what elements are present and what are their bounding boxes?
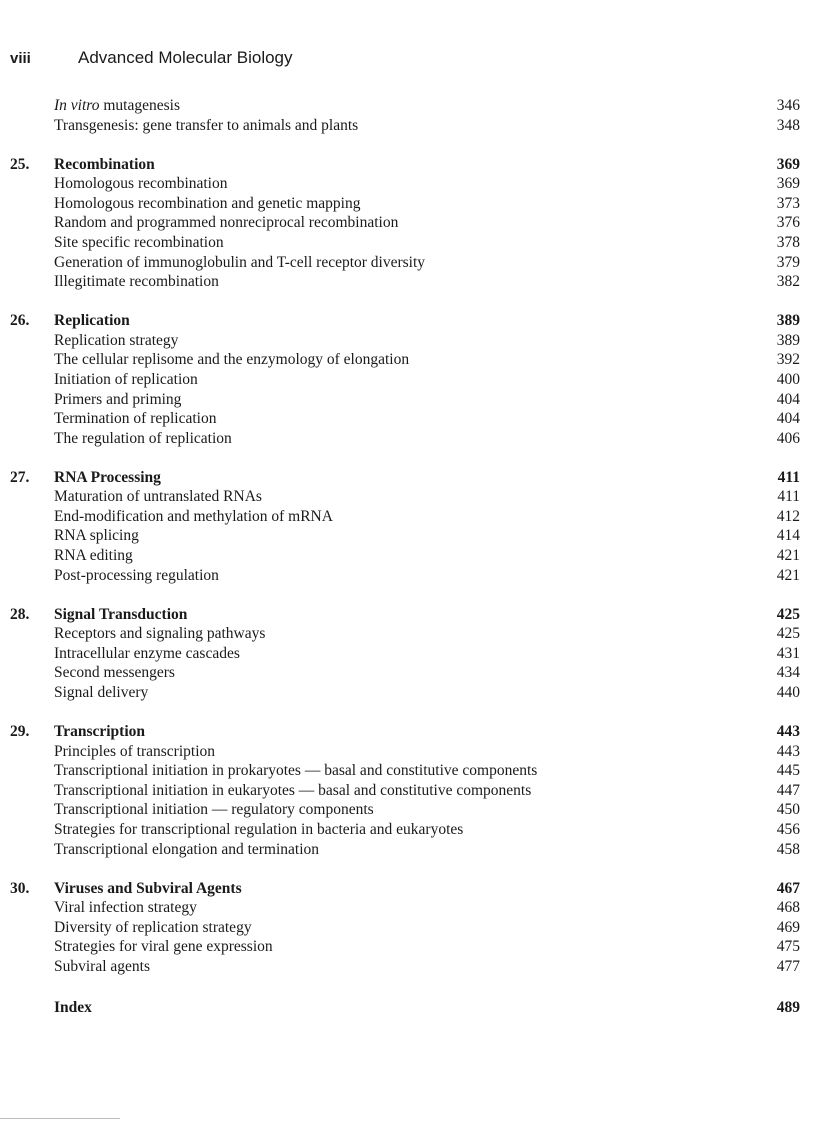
- section-spacer: [0, 859, 816, 878]
- chapter-title: Recombination: [54, 155, 155, 173]
- toc-entry-title: Post-processing regulation: [54, 566, 219, 584]
- toc-entry-title: Generation of immunoglobulin and T-cell receptor diversity: [54, 253, 426, 271]
- toc-entry-page: 434: [776, 664, 800, 682]
- toc-entry: [0, 761, 816, 781]
- toc-entry-title: Strategies for transcriptional regulation in bacteria and eukaryotes: [54, 820, 464, 838]
- toc-entry-page: 477: [776, 957, 800, 975]
- toc-entry-page: 458: [776, 840, 800, 858]
- toc-entry-title: Maturation of untranslated RNAs: [54, 488, 262, 506]
- toc-entry-title: Primers and priming: [54, 390, 182, 408]
- toc-entry-title: Site specific recombination: [54, 233, 224, 251]
- chapter-page: 443: [776, 722, 800, 740]
- toc-entry: [0, 644, 816, 664]
- toc-entry-title: Transcriptional initiation in eukaryotes — basal and constitutive components: [54, 781, 532, 799]
- toc-entry: [0, 213, 816, 233]
- toc-entry: [0, 116, 816, 136]
- toc-entry: [0, 820, 816, 840]
- toc-entry: [0, 429, 816, 449]
- toc-entry-page: 456: [776, 820, 800, 838]
- chapter-heading: [0, 879, 816, 899]
- chapter-page: 411: [777, 468, 800, 486]
- toc-entry-title: Transcriptional elongation and termination: [54, 840, 320, 858]
- chapter-heading: [0, 605, 816, 625]
- toc-entry-page: 389: [776, 331, 800, 349]
- toc-entry: [0, 957, 816, 977]
- toc-entry-page: 404: [776, 390, 800, 408]
- section-spacer: [0, 585, 816, 604]
- toc-entry-title: Diversity of replication strategy: [54, 918, 252, 936]
- toc-entry-title: The regulation of replication: [54, 429, 232, 447]
- section-spacer: [0, 292, 816, 311]
- toc-entry-title: Viral infection strategy: [54, 899, 197, 917]
- toc-entry-title: Homologous recombination and genetic mapping: [54, 194, 361, 212]
- toc-entry-title: RNA editing: [54, 547, 133, 565]
- toc-entry: [0, 487, 816, 507]
- toc-entry-page: 369: [776, 175, 800, 193]
- toc-entry-page: 421: [776, 566, 800, 584]
- toc-entry-page: 379: [776, 253, 800, 271]
- toc-entry: [0, 370, 816, 390]
- toc-entry-page: 447: [776, 781, 800, 799]
- chapter-title: Viruses and Subviral Agents: [54, 879, 242, 897]
- toc-entry-page: 348: [776, 116, 800, 134]
- section-spacer: [0, 977, 816, 998]
- chapter-page: 389: [776, 312, 800, 330]
- toc-entry-title: Random and programmed nonreciprocal recombination: [54, 214, 399, 232]
- scan-edge: [0, 1118, 120, 1119]
- chapter-page: 425: [776, 605, 800, 623]
- chapter-title: Replication: [54, 312, 130, 330]
- toc-entry: [0, 194, 816, 214]
- toc-entry-page: 392: [776, 351, 800, 369]
- toc-entry: [0, 840, 816, 860]
- chapter-page: 369: [776, 155, 800, 173]
- chapter-heading: [0, 311, 816, 331]
- chapter-number: 30.: [10, 879, 30, 897]
- section-spacer: [0, 135, 816, 154]
- toc-entry-title: Strategies for viral gene expression: [54, 938, 273, 956]
- running-title: Advanced Molecular Biology: [78, 48, 293, 67]
- toc-entry: [0, 507, 816, 527]
- toc-entry-page: 400: [776, 370, 800, 388]
- toc-entry: [0, 350, 816, 370]
- toc-entry: [0, 331, 816, 351]
- toc-entry-title: Homologous recombination: [54, 175, 228, 193]
- chapter-heading: [0, 468, 816, 488]
- toc-entry-title: Receptors and signaling pathways: [54, 625, 266, 643]
- toc-entry-title: Transcriptional initiation in prokaryotes — basal and constitutive components: [54, 762, 538, 780]
- toc-entry-title: Intracellular enzyme cascades: [54, 644, 240, 662]
- chapter-title: RNA Processing: [54, 468, 161, 486]
- chapter-number: 28.: [10, 605, 30, 623]
- toc-entry: [0, 800, 816, 820]
- toc-entry: [0, 526, 816, 546]
- toc-entry-title: Illegitimate recombination: [54, 273, 219, 291]
- toc-entry-page: 404: [776, 410, 800, 428]
- toc-entry-page: 445: [776, 762, 800, 780]
- toc-entry-title: Principles of transcription: [54, 742, 215, 760]
- toc-entry-title: Transcriptional initiation — regulatory components: [54, 801, 374, 819]
- toc-entry-page: 382: [776, 273, 800, 291]
- page-number: viii: [10, 50, 31, 67]
- toc-entry: [0, 898, 816, 918]
- toc-entry-page: 425: [776, 625, 800, 643]
- toc-entry-page: 475: [776, 938, 800, 956]
- toc-entry-page: 346: [776, 97, 800, 114]
- toc-entry-title: In vitro mutagenesis: [54, 97, 180, 114]
- toc-entry: [0, 174, 816, 194]
- toc-entry: [0, 683, 816, 703]
- chapter-title: Transcription: [54, 722, 145, 740]
- toc-entry-page: 412: [776, 507, 800, 525]
- toc-entry: [0, 742, 816, 762]
- page-header: [10, 50, 800, 74]
- index-entry: [0, 998, 816, 1018]
- table-of-contents: [0, 96, 816, 1017]
- chapter-heading: [0, 155, 816, 175]
- toc-entry: [0, 409, 816, 429]
- toc-entry: [0, 233, 816, 253]
- chapter-number: 29.: [10, 722, 30, 740]
- toc-entry-page: 373: [776, 194, 800, 212]
- toc-entry-page: 440: [776, 684, 800, 701]
- toc-entry: [0, 624, 816, 644]
- chapter-number: 25.: [10, 155, 30, 173]
- toc-entry-title: End-modification and methylation of mRNA: [54, 507, 333, 525]
- toc-entry-page: 376: [776, 214, 800, 232]
- toc-entry: [0, 253, 816, 273]
- toc-entry-page: 468: [776, 899, 800, 917]
- toc-entry-page: 450: [776, 801, 800, 819]
- toc-entry-page: 411: [777, 488, 800, 506]
- toc-entry-page: 406: [776, 429, 800, 447]
- toc-entry: [0, 566, 816, 586]
- chapter-number: 27.: [10, 468, 30, 486]
- section-spacer: [0, 448, 816, 467]
- chapter-number: 26.: [10, 312, 30, 330]
- chapter-heading: [0, 722, 816, 742]
- toc-entry: [0, 937, 816, 957]
- chapter-page: 467: [776, 879, 800, 897]
- section-spacer: [0, 703, 816, 722]
- toc-entry: [0, 663, 816, 683]
- toc-entry-title: RNA splicing: [54, 527, 139, 545]
- toc-entry: [0, 781, 816, 801]
- toc-entry: [0, 546, 816, 566]
- toc-entry: [0, 918, 816, 938]
- toc-entry-page: 431: [776, 644, 800, 662]
- toc-entry: [0, 96, 816, 116]
- toc-entry-page: 469: [776, 918, 800, 936]
- toc-entry-title: Signal delivery: [54, 684, 149, 701]
- toc-entry-title: The cellular replisome and the enzymology of elongation: [54, 351, 410, 369]
- chapter-page: 489: [776, 998, 800, 1016]
- toc-entry-title: Transgenesis: gene transfer to animals and plants: [54, 116, 359, 134]
- toc-entry: [0, 272, 816, 292]
- toc-entry-page: 414: [776, 527, 800, 545]
- toc-entry-title: Termination of replication: [54, 410, 217, 428]
- toc-entry-page: 378: [776, 233, 800, 251]
- toc-entry-page: 443: [776, 742, 800, 760]
- toc-entry-page: 421: [776, 547, 800, 565]
- toc-entry-title: Replication strategy: [54, 331, 179, 349]
- chapter-title: Signal Transduction: [54, 605, 188, 623]
- toc-entry-title: Initiation of replication: [54, 370, 198, 388]
- toc-entry-title: Subviral agents: [54, 957, 150, 975]
- toc-entry-title: Second messengers: [54, 664, 175, 682]
- toc-entry: [0, 390, 816, 410]
- chapter-title: Index: [54, 998, 92, 1016]
